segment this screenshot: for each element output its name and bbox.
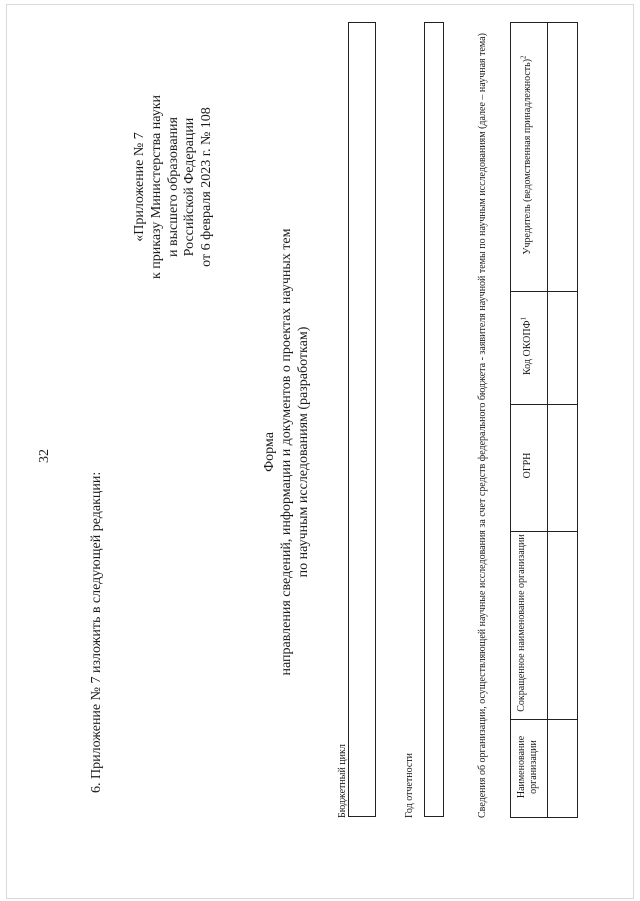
column-header-founder: Учредитель (ведомственная принадлежность)$^2$ <box>519 55 533 255</box>
table-row-divider <box>547 23 548 817</box>
column-header-organization-name: Наименование организации <box>516 735 539 799</box>
budget-cycle-field[interactable] <box>348 22 376 817</box>
form-subtitle-line1: направления сведений, информации и документов о проектах научных тем <box>278 228 294 676</box>
column-header-ogrn: ОГРН <box>522 452 533 479</box>
appendix-header <box>132 62 216 312</box>
form-title-block <box>262 217 312 687</box>
appendix-order-ref: к приказу Министерства науки <box>148 94 164 280</box>
column-header-okopf: Код ОКОПФ$^1$ <box>519 317 533 375</box>
form-title: Форма <box>262 432 277 472</box>
appendix-ministry: и высшего образования <box>165 117 181 257</box>
page-number: 32 <box>37 449 52 463</box>
budget-cycle-label: Бюджетный цикл <box>337 744 348 818</box>
appendix-date: от 6 февраля 2023 г. № 108 <box>199 107 215 267</box>
reporting-year-label: Год отчетности <box>404 752 415 818</box>
organization-section-description: Сведения об организации, осуществляющей научные исследования за счет средств федерального бюджета - заявителя научной темы по научным исследованиям (далее – научная тема) <box>477 33 488 818</box>
form-subtitle-line2: по научным исследованиям (разработкам) <box>295 326 311 578</box>
instruction-text: 6. Приложение № 7 изложить в следующей редакции: <box>89 471 104 793</box>
reporting-year-field[interactable] <box>424 22 444 817</box>
column-divider <box>511 404 577 405</box>
column-divider <box>511 291 577 292</box>
appendix-country: Российской Федерации <box>182 117 198 257</box>
appendix-number: «Приложение № 7 <box>132 132 147 242</box>
column-header-short-name: Сокращенное наименование организации <box>516 534 527 712</box>
